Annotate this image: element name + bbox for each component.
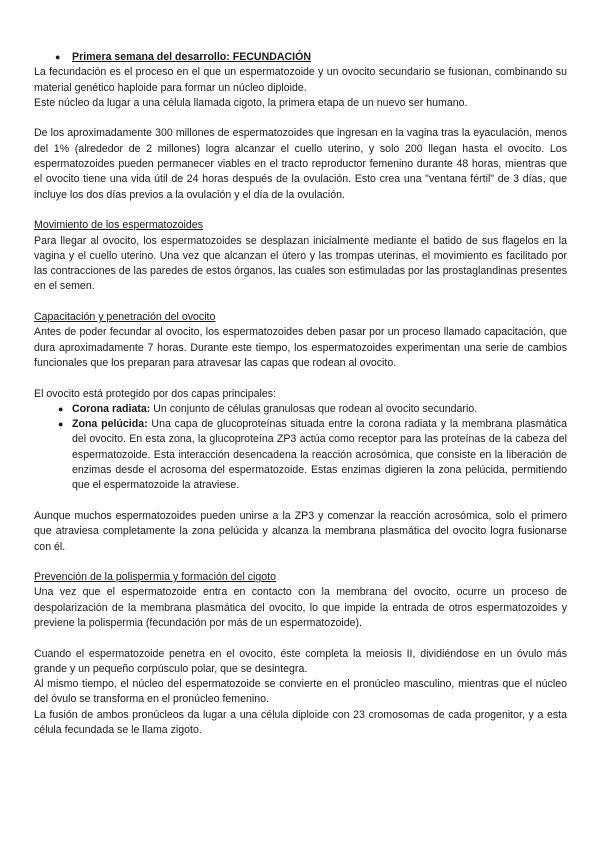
- layers-list: [34, 402, 567, 494]
- spacer: [34, 555, 567, 570]
- page-title: Primera semana del desarrollo: FECUNDACIÓN: [72, 51, 312, 63]
- spacer: [34, 371, 567, 386]
- list-item: [58, 417, 567, 493]
- pronuclei-paragraph: Al mismo tiempo, el núcleo del espermatozoide se convierte en el pronúcleo masculino, mientras que el núcleo del óvulo se transforma en el pronúcleo femenino.: [34, 678, 567, 706]
- prevention-heading: Prevención de la polispermia y formación del cigoto: [34, 571, 277, 584]
- capacitation-paragraph: Antes de poder fecundar al ovocito, los espermatozoides deben pasar por un proceso llamado capacitación, que dura aproximadamente 7 horas. Durante este tiempo, los espermatozoides experimentan una serie de cambios funcionales que los preparan para atravesar las capas que rodean al ovocito.: [34, 326, 567, 369]
- layers-intro: El ovocito está protegido por dos capas principales:: [34, 387, 277, 400]
- spacer: [34, 111, 567, 126]
- meiosis-paragraph: Cuando el espermatozoide penetra en el ovocito, éste completa la meiosis II, dividiéndose en un óvulo más grande y un pequeño corpúsculo polar, que se desintegra.: [34, 647, 567, 675]
- bullet-icon: ●: [58, 403, 64, 414]
- layer-corona: [72, 402, 567, 417]
- movement-heading: Movimiento de los espermatozoides: [34, 219, 203, 232]
- intro-paragraph-1: La fecundación es el proceso en el que un espermatozoide y un ovocito secundario se fusionan, combinando su material genético haploide para formar un núcleo diploide.: [34, 66, 567, 94]
- movement-paragraph: Para llegar al ovocito, los espermatozoides se desplazan inicialmente mediante el batido de sus flagelos en la vagina y el cuello uterino. Una vez que alcanzan el útero y las trompas uterinas, el movimiento es facilitado por las contracciones de las paredes de estos órganos, las cuales son estimuladas por las prostaglandinas presentes en el semen.: [34, 234, 567, 293]
- layer-term: Zona pelúcida:: [72, 418, 148, 431]
- bullet-icon: ●: [55, 52, 61, 62]
- layer-zona: [72, 417, 567, 493]
- intro-paragraph-2: Este núcleo da lugar a una célula llamada cigoto, la primera etapa de un nuevo ser humano.: [34, 96, 468, 109]
- layer-term: Corona radiata:: [72, 402, 151, 415]
- spacer: [34, 203, 567, 218]
- capacitation-closing: Aunque muchos espermatozoides pueden unirse a la ZP3 y comenzar la reacción acrosómica, solo el primero que atraviesa completamente la zona pelúcida y alcanza la membrana plasmática del ovocito logra fusionarse con él.: [34, 509, 567, 553]
- layer-description: Una capa de glucoproteínas situada entre la corona radiata y la membrana plasmática del ovocito. En esta zona, la glucoproteína ZP3 actúa como receptor para las proteínas de la cabeza del espermatozoide. Esta interacción desencadena la reacción acrosómica, que consiste en la liberación de enzimas desde el acrosoma del espermatozoide. Estas enzimas digieren la zona pelúcida, permitiendo que el espermatozoide la atraviese.: [72, 418, 567, 492]
- spacer: [34, 295, 567, 310]
- spacer: [34, 494, 567, 509]
- list-item: [58, 402, 567, 417]
- numbers-paragraph: De los aproximadamente 300 millones de espermatozoides que ingresan en la vagina tras la eyaculación, menos del 1% (alrededor de 2 millones) logra alcanzar el cuello uterino, y solo 200 llegan hasta el ovocito. Los espermatozoides pueden permanecer viables en el tracto reproductor femenino durante 48 horas, mientras que el ovocito tiene una vida útil de 24 horas después de la ovulación. Esto crea una "ventana fértil" de 3 días, que incluye los dos días previos a la ovulación y el día de la ovulación.: [34, 127, 567, 201]
- bullet-icon: ●: [58, 419, 64, 430]
- fusion-paragraph: La fusión de ambos pronúcleos da lugar a una célula diploide con 23 cromosomas de cada progenitor, y a esta célula fecundada se le llama zigoto.: [34, 708, 567, 737]
- spacer: [34, 631, 567, 646]
- capacitation-heading: Capacitación y penetración del ovocito: [34, 311, 216, 324]
- layer-description: Un conjunto de células granulosas que rodean al ovocito secundario.: [150, 402, 478, 415]
- prevention-paragraph: Una vez que el espermatozoide entra en contacto con la membrana del ovocito, ocurre un proceso de despolarización de la membrana plasmática del ovocito, lo que impide la entrada de otros espermatozoides y previene la polispermia (fecundación por más de un espermatozoide).: [34, 586, 567, 629]
- title-bullet-item: [55, 50, 567, 65]
